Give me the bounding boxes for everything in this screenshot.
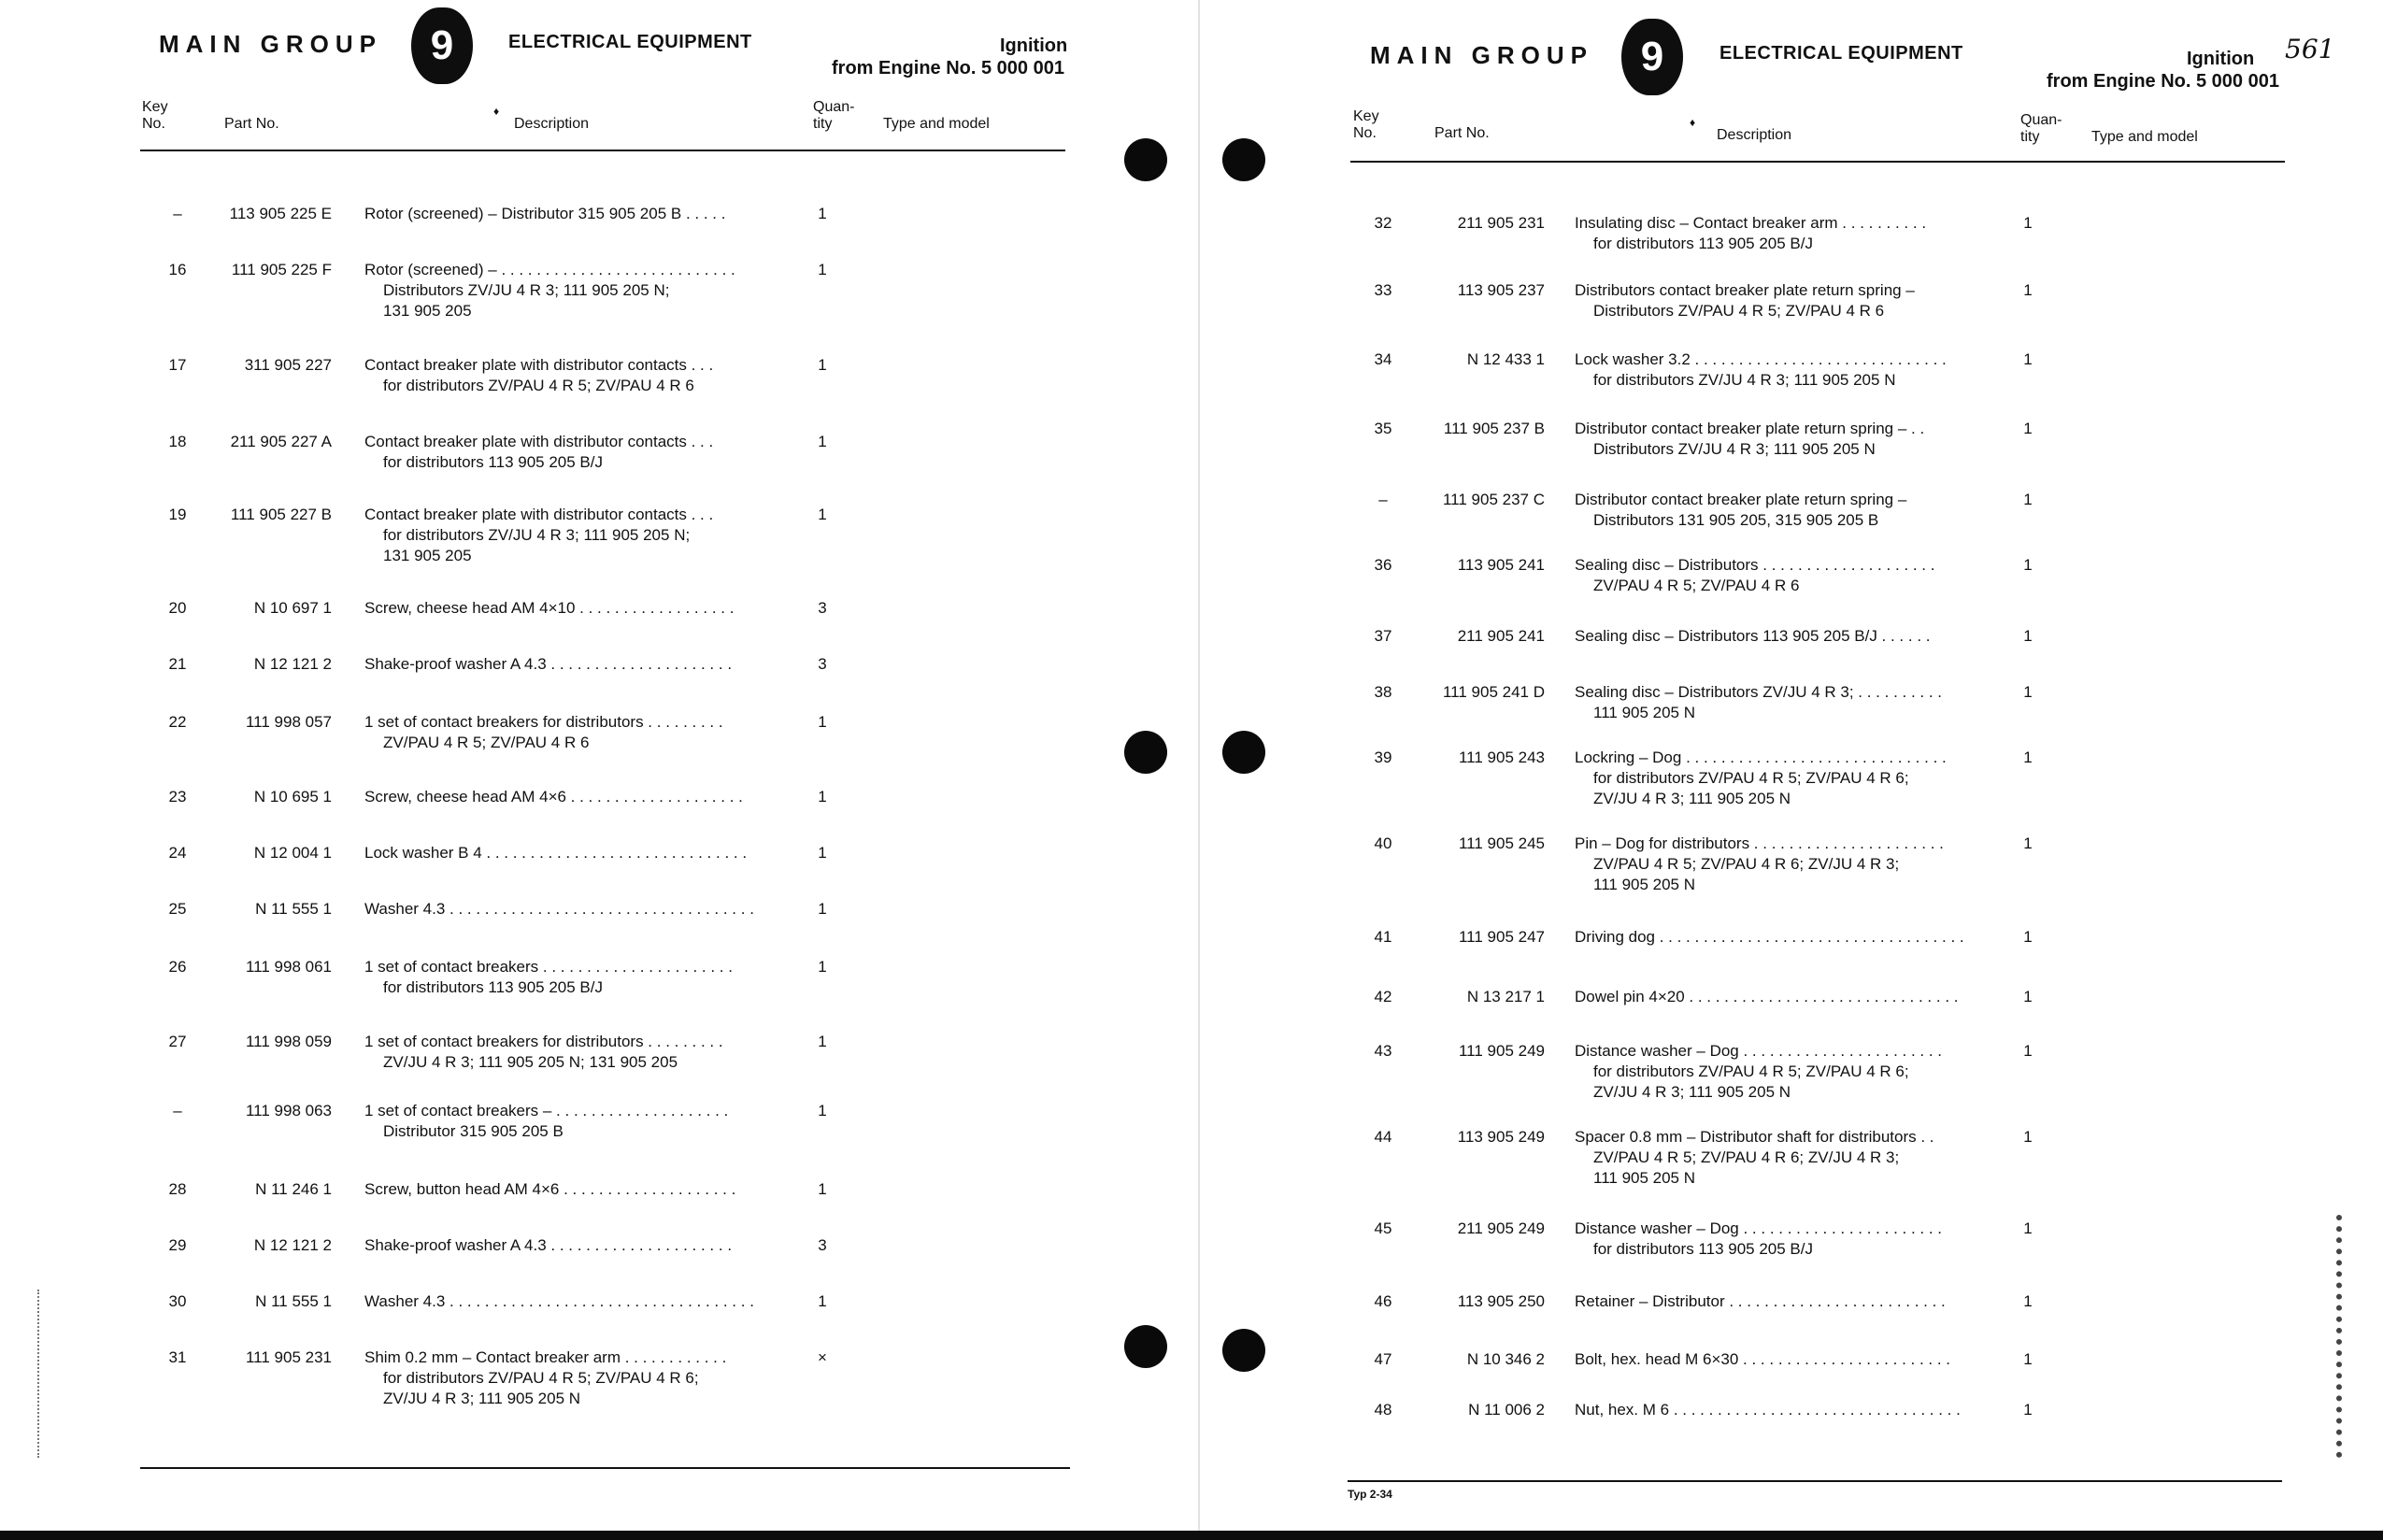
row-part-number: 113 905 237	[1457, 281, 1545, 299]
row-quantity: 1	[2023, 1219, 2033, 1237]
row-description	[364, 598, 734, 619]
row-key-number: 26	[168, 958, 187, 976]
row-quantity: 1	[2023, 683, 2033, 701]
col-header-description: Description	[514, 116, 590, 132]
row-quantity: 1	[818, 433, 827, 450]
row-description-line: Distributor 315 905 205 B	[383, 1122, 564, 1140]
row-description	[364, 1291, 754, 1312]
row-description	[364, 957, 733, 998]
row-description	[1575, 1219, 1942, 1260]
row-description-line: Contact breaker plate with distributor contacts . . .	[364, 433, 714, 450]
row-quantity: 1	[818, 1292, 827, 1310]
row-description-line: Shim 0.2 mm – Contact breaker arm . . . . . . . . . . . .	[364, 1348, 727, 1366]
row-part-number: N 11 555 1	[255, 900, 332, 918]
row-key-number: 17	[168, 356, 187, 374]
row-description	[364, 260, 735, 321]
row-part-number: N 12 004 1	[253, 844, 332, 862]
main-group-label: MAIN GROUP	[159, 30, 382, 58]
row-key-number: 41	[1374, 928, 1392, 946]
row-description-line: 1 set of contact breakers for distributors . . . . . . . . .	[364, 1033, 723, 1050]
row-description-line: Distributors ZV/JU 4 R 3; 111 905 205 N	[1593, 440, 1876, 458]
row-quantity: 1	[818, 844, 827, 862]
row-part-number: N 11 246 1	[255, 1180, 332, 1198]
row-description-line: Distributors 131 905 205, 315 905 205 B	[1593, 511, 1879, 529]
row-key-number: 24	[168, 844, 187, 862]
row-part-number: 111 905 245	[1458, 834, 1545, 852]
col-header-type: Type and model	[2091, 129, 2198, 145]
row-part-number: N 13 217 1	[1466, 988, 1545, 1005]
row-description-line: Distributors ZV/PAU 4 R 5; ZV/PAU 4 R 6	[1593, 302, 1885, 320]
row-description	[1575, 419, 1924, 460]
row-part-number: 211 905 231	[1457, 214, 1545, 232]
row-quantity: 3	[818, 1236, 827, 1254]
row-description-line: for distributors ZV/PAU 4 R 5; ZV/PAU 4 R 6;	[1593, 769, 1909, 787]
row-description-line: for distributors 113 905 205 B/J	[383, 978, 603, 996]
row-quantity: 1	[2023, 1350, 2033, 1368]
row-description-line: ZV/JU 4 R 3; 111 905 205 N	[1593, 1083, 1791, 1101]
binder-hole	[1124, 1325, 1167, 1368]
row-description-line: Washer 4.3 . . . . . . . . . . . . . . . . . . . . . . . . . . . . . . . . . . .	[364, 1292, 754, 1310]
col-header-key: Key No.	[142, 99, 168, 132]
row-description-line: for distributors ZV/JU 4 R 3; 111 905 205 N;	[383, 526, 691, 544]
row-description	[364, 1348, 726, 1409]
row-key-number: 44	[1374, 1128, 1392, 1146]
row-quantity: ×	[818, 1348, 827, 1366]
row-description-line: Driving dog . . . . . . . . . . . . . . . . . . . . . . . . . . . . . . . . . . .	[1575, 928, 1964, 946]
binder-hole	[1124, 138, 1167, 181]
bottom-rule	[140, 1467, 1070, 1469]
sort-marker-icon: ♦	[1690, 116, 1696, 129]
row-part-number: 111 905 237 C	[1442, 491, 1545, 508]
row-part-number: 111 905 249	[1458, 1042, 1545, 1060]
row-description-line: 111 905 205 N	[1593, 704, 1696, 721]
row-key-number: –	[173, 205, 182, 222]
row-description	[364, 899, 754, 920]
row-part-number: 111 905 247	[1458, 928, 1545, 946]
row-description-line: 1 set of contact breakers for distributors . . . . . . . . .	[364, 713, 723, 731]
row-description-line: for distributors 113 905 205 B/J	[1593, 1240, 1813, 1258]
group-number-badge: 9	[1621, 19, 1683, 95]
row-quantity: 3	[818, 599, 827, 617]
row-key-number: 42	[1374, 988, 1392, 1005]
row-description-line: Shake-proof washer A 4.3 . . . . . . . . . . . . . . . . . . . . .	[364, 655, 733, 673]
row-quantity: 1	[818, 356, 827, 374]
row-part-number: 111 905 225 F	[231, 261, 332, 278]
row-description-line: for distributors 113 905 205 B/J	[1593, 235, 1813, 252]
row-description-line: 1 set of contact breakers – . . . . . . . . . . . . . . . . . . . .	[364, 1102, 729, 1119]
row-quantity: 1	[2023, 491, 2033, 508]
row-key-number: 45	[1374, 1219, 1392, 1237]
row-quantity: 1	[2023, 834, 2033, 852]
row-description-line: ZV/PAU 4 R 5; ZV/PAU 4 R 6; ZV/JU 4 R 3;	[1593, 855, 1900, 873]
section-title: ELECTRICAL EQUIPMENT	[1719, 43, 1963, 64]
row-description	[1575, 834, 1944, 895]
row-description	[364, 1235, 732, 1256]
row-part-number: 211 905 227 A	[230, 433, 332, 450]
row-description	[1575, 987, 1959, 1007]
row-description-line: Spacer 0.8 mm – Distributor shaft for distributors . .	[1575, 1128, 1934, 1146]
header-rule	[140, 150, 1065, 151]
engine-range: from Engine No. 5 000 001	[832, 58, 1064, 78]
binder-hole	[1124, 731, 1167, 774]
row-key-number: 37	[1374, 627, 1392, 645]
row-description-line: Pin – Dog for distributors . . . . . . . . . . . . . . . . . . . . . .	[1575, 834, 1944, 852]
row-quantity: 1	[2023, 749, 2033, 766]
col-header-quantity: Quan- tity	[2020, 112, 2062, 145]
row-key-number: 39	[1374, 749, 1392, 766]
row-description	[1575, 927, 1964, 948]
col-header-key: Key No.	[1353, 108, 1379, 141]
row-part-number: N 12 121 2	[253, 655, 332, 673]
row-description	[1575, 1400, 1961, 1420]
row-description	[1575, 280, 1915, 321]
row-description-line: Contact breaker plate with distributor contacts . . .	[364, 356, 714, 374]
row-description-line: Washer 4.3 . . . . . . . . . . . . . . . . . . . . . . . . . . . . . . . . . . .	[364, 900, 754, 918]
row-key-number: 33	[1374, 281, 1392, 299]
row-part-number: 113 905 249	[1457, 1128, 1545, 1146]
row-part-number: 111 998 059	[245, 1033, 332, 1050]
row-description	[1575, 555, 1934, 596]
engine-range: from Engine No. 5 000 001	[2047, 71, 2279, 92]
scan-bottom-edge	[0, 1531, 2383, 1540]
row-key-number: –	[173, 1102, 182, 1119]
row-part-number: N 10 695 1	[253, 788, 332, 806]
row-description	[364, 787, 743, 807]
row-quantity: 1	[2023, 420, 2033, 437]
col-header-part: Part No.	[224, 116, 279, 132]
main-group-label: MAIN GROUP	[1370, 41, 1593, 69]
col-header-type: Type and model	[883, 116, 990, 132]
row-quantity: 1	[818, 713, 827, 731]
row-quantity: 1	[818, 1180, 827, 1198]
row-key-number: 23	[168, 788, 187, 806]
row-key-number: 43	[1374, 1042, 1392, 1060]
row-quantity: 1	[818, 958, 827, 976]
row-part-number: N 12 433 1	[1466, 350, 1545, 368]
row-description-line: Sealing disc – Distributors . . . . . . . . . . . . . . . . . . . .	[1575, 556, 1935, 574]
row-quantity: 1	[818, 261, 827, 278]
row-description-line: 1 set of contact breakers . . . . . . . . . . . . . . . . . . . . . .	[364, 958, 733, 976]
row-description-line: Lock washer B 4 . . . . . . . . . . . . . . . . . . . . . . . . . . . . . .	[364, 844, 748, 862]
col-header-description: Description	[1717, 127, 1792, 143]
row-description-line: Dowel pin 4×20 . . . . . . . . . . . . . . . . . . . . . . . . . . . . . . .	[1575, 988, 1959, 1005]
row-description-line: Screw, cheese head AM 4×10 . . . . . . . . . . . . . . . . . .	[364, 599, 735, 617]
row-key-number: –	[1378, 491, 1388, 508]
row-part-number: 113 905 241	[1457, 556, 1545, 574]
topic-title: Ignition	[1000, 36, 1068, 56]
row-description	[1575, 1041, 1942, 1103]
row-part-number: 111 905 243	[1458, 749, 1545, 766]
row-description	[364, 505, 713, 566]
bottom-rule	[1348, 1480, 2282, 1482]
right-page	[1196, 0, 2383, 1540]
row-part-number: 111 998 063	[245, 1102, 332, 1119]
row-description-line: for distributors ZV/JU 4 R 3; 111 905 205 N	[1593, 371, 1896, 389]
row-description-line: 111 905 205 N	[1593, 876, 1696, 893]
row-description-line: 131 905 205	[383, 547, 472, 564]
group-number-badge: 9	[411, 7, 473, 84]
row-quantity: 1	[818, 900, 827, 918]
row-key-number: 21	[168, 655, 187, 673]
paper-scuff	[2336, 1215, 2342, 1458]
row-description-line: Nut, hex. M 6 . . . . . . . . . . . . . . . . . . . . . . . . . . . . . . . . .	[1575, 1401, 1961, 1419]
row-key-number: 34	[1374, 350, 1392, 368]
row-quantity: 1	[2023, 281, 2033, 299]
paper-scuff	[37, 1290, 39, 1458]
row-description	[364, 654, 732, 675]
col-header-quantity: Quan- tity	[813, 99, 855, 132]
row-quantity: 1	[2023, 556, 2033, 574]
row-description-line: ZV/PAU 4 R 5; ZV/PAU 4 R 6	[383, 734, 590, 751]
row-quantity: 3	[818, 655, 827, 673]
row-description-line: for distributors 113 905 205 B/J	[383, 453, 603, 471]
row-description-line: for distributors ZV/PAU 4 R 5; ZV/PAU 4 R 6	[383, 377, 694, 394]
row-quantity: 1	[2023, 214, 2033, 232]
row-key-number: 38	[1374, 683, 1392, 701]
sort-marker-icon: ♦	[493, 105, 500, 118]
row-key-number: 48	[1374, 1401, 1392, 1419]
row-part-number: 111 998 057	[245, 713, 332, 731]
row-key-number: 18	[168, 433, 187, 450]
row-part-number: 111 905 237 B	[1443, 420, 1545, 437]
row-part-number: N 11 006 2	[1468, 1401, 1545, 1419]
topic-title: Ignition	[2187, 49, 2255, 69]
row-quantity: 1	[2023, 988, 2033, 1005]
row-quantity: 1	[818, 1102, 827, 1119]
row-part-number: 111 905 241 D	[1442, 683, 1545, 701]
row-part-number: 211 905 241	[1457, 627, 1545, 645]
row-quantity: 1	[2023, 1128, 2033, 1146]
footer-type-code: Typ 2-34	[1348, 1488, 1392, 1501]
row-quantity: 1	[2023, 627, 2033, 645]
section-title: ELECTRICAL EQUIPMENT	[508, 32, 752, 52]
row-description-line: ZV/PAU 4 R 5; ZV/PAU 4 R 6; ZV/JU 4 R 3;	[1593, 1148, 1900, 1166]
row-quantity: 1	[818, 205, 827, 222]
row-key-number: 31	[168, 1348, 187, 1366]
row-key-number: 22	[168, 713, 187, 731]
row-quantity: 1	[2023, 1401, 2033, 1419]
row-key-number: 29	[168, 1236, 187, 1254]
row-key-number: 47	[1374, 1350, 1392, 1368]
row-part-number: 111 998 061	[245, 958, 332, 976]
row-part-number: 311 905 227	[244, 356, 332, 374]
row-description	[1575, 682, 1942, 723]
row-description-line: Distance washer – Dog . . . . . . . . . . . . . . . . . . . . . . .	[1575, 1219, 1943, 1237]
row-description	[364, 712, 723, 753]
row-description-line: Screw, button head AM 4×6 . . . . . . . . . . . . . . . . . . . .	[364, 1180, 736, 1198]
row-quantity: 1	[2023, 928, 2033, 946]
row-description-line: ZV/PAU 4 R 5; ZV/PAU 4 R 6	[1593, 577, 1800, 594]
row-description	[1575, 1349, 1950, 1370]
row-quantity: 1	[2023, 1042, 2033, 1060]
row-description	[364, 432, 713, 473]
row-part-number: 113 905 250	[1457, 1292, 1545, 1310]
row-description-line: Lockring – Dog . . . . . . . . . . . . . . . . . . . . . . . . . . . . . .	[1575, 749, 1947, 766]
row-key-number: 20	[168, 599, 187, 617]
row-description-line: Distributors contact breaker plate return spring –	[1575, 281, 1915, 299]
row-description-line: Distributors ZV/JU 4 R 3; 111 905 205 N;	[383, 281, 670, 299]
row-description	[1575, 1291, 1946, 1312]
row-description	[364, 843, 747, 863]
row-description	[364, 1101, 728, 1142]
row-description	[364, 355, 713, 396]
row-description-line: Shake-proof washer A 4.3 . . . . . . . . . . . . . . . . . . . . .	[364, 1236, 733, 1254]
row-description-line: Rotor (screened) – . . . . . . . . . . . . . . . . . . . . . . . . . . .	[364, 261, 735, 278]
row-part-number: N 10 697 1	[253, 599, 332, 617]
row-description-line: Sealing disc – Distributors ZV/JU 4 R 3; . . . . . . . . . .	[1575, 683, 1943, 701]
row-description-line: Rotor (screened) – Distributor 315 905 205 B . . . . .	[364, 205, 726, 222]
row-description	[1575, 626, 1931, 647]
row-part-number: 113 905 225 E	[229, 205, 332, 222]
row-key-number: 27	[168, 1033, 187, 1050]
row-description-line: for distributors ZV/PAU 4 R 5; ZV/PAU 4 R 6;	[383, 1369, 699, 1387]
row-key-number: 16	[168, 261, 187, 278]
row-description	[1575, 748, 1947, 809]
row-description	[364, 1179, 735, 1200]
row-key-number: 28	[168, 1180, 187, 1198]
row-description	[364, 204, 725, 224]
row-quantity: 1	[2023, 350, 2033, 368]
row-description-line: 111 905 205 N	[1593, 1169, 1696, 1187]
row-description	[1575, 490, 1906, 531]
row-key-number: 19	[168, 506, 187, 523]
row-description-line: Insulating disc – Contact breaker arm . . . . . . . . . .	[1575, 214, 1927, 232]
row-quantity: 1	[818, 1033, 827, 1050]
row-description-line: Lock washer 3.2 . . . . . . . . . . . . . . . . . . . . . . . . . . . . .	[1575, 350, 1947, 368]
row-quantity: 1	[2023, 1292, 2033, 1310]
header-rule	[1350, 161, 2285, 163]
row-description-line: Retainer – Distributor . . . . . . . . . . . . . . . . . . . . . . . . .	[1575, 1292, 1946, 1310]
row-description-line: Bolt, hex. head M 6×30 . . . . . . . . . . . . . . . . . . . . . . . .	[1575, 1350, 1951, 1368]
row-part-number: 111 905 231	[245, 1348, 332, 1366]
row-part-number: 211 905 249	[1457, 1219, 1545, 1237]
row-quantity: 1	[818, 788, 827, 806]
row-key-number: 32	[1374, 214, 1392, 232]
row-description-line: ZV/JU 4 R 3; 111 905 205 N; 131 905 205	[383, 1053, 678, 1071]
row-part-number: N 11 555 1	[255, 1292, 332, 1310]
row-description-line: Distance washer – Dog . . . . . . . . . . . . . . . . . . . . . . .	[1575, 1042, 1943, 1060]
handwritten-page-number: 561	[2285, 34, 2335, 64]
row-description-line: 131 905 205	[383, 302, 472, 320]
row-part-number: N 10 346 2	[1466, 1350, 1545, 1368]
row-description-line: Sealing disc – Distributors 113 905 205 B/J . . . . . .	[1575, 627, 1931, 645]
row-description	[364, 1032, 723, 1073]
row-key-number: 35	[1374, 420, 1392, 437]
col-header-part: Part No.	[1434, 125, 1490, 141]
row-description-line: Contact breaker plate with distributor contacts . . .	[364, 506, 714, 523]
row-key-number: 40	[1374, 834, 1392, 852]
row-description-line: Distributor contact breaker plate return spring –	[1575, 491, 1907, 508]
row-description-line: Screw, cheese head AM 4×6 . . . . . . . . . . . . . . . . . . . .	[364, 788, 743, 806]
row-description	[1575, 213, 1926, 254]
row-description-line: ZV/JU 4 R 3; 111 905 205 N	[383, 1390, 581, 1407]
row-key-number: 36	[1374, 556, 1392, 574]
row-quantity: 1	[818, 506, 827, 523]
row-description	[1575, 349, 1947, 391]
row-key-number: 46	[1374, 1292, 1392, 1310]
row-description-line: Distributor contact breaker plate return spring – . .	[1575, 420, 1925, 437]
row-part-number: 111 905 227 B	[230, 506, 332, 523]
row-part-number: N 12 121 2	[253, 1236, 332, 1254]
row-key-number: 30	[168, 1292, 187, 1310]
row-description-line: for distributors ZV/PAU 4 R 5; ZV/PAU 4 R 6;	[1593, 1062, 1909, 1080]
row-key-number: 25	[168, 900, 187, 918]
row-description-line: ZV/JU 4 R 3; 111 905 205 N	[1593, 790, 1791, 807]
row-description	[1575, 1127, 1934, 1189]
